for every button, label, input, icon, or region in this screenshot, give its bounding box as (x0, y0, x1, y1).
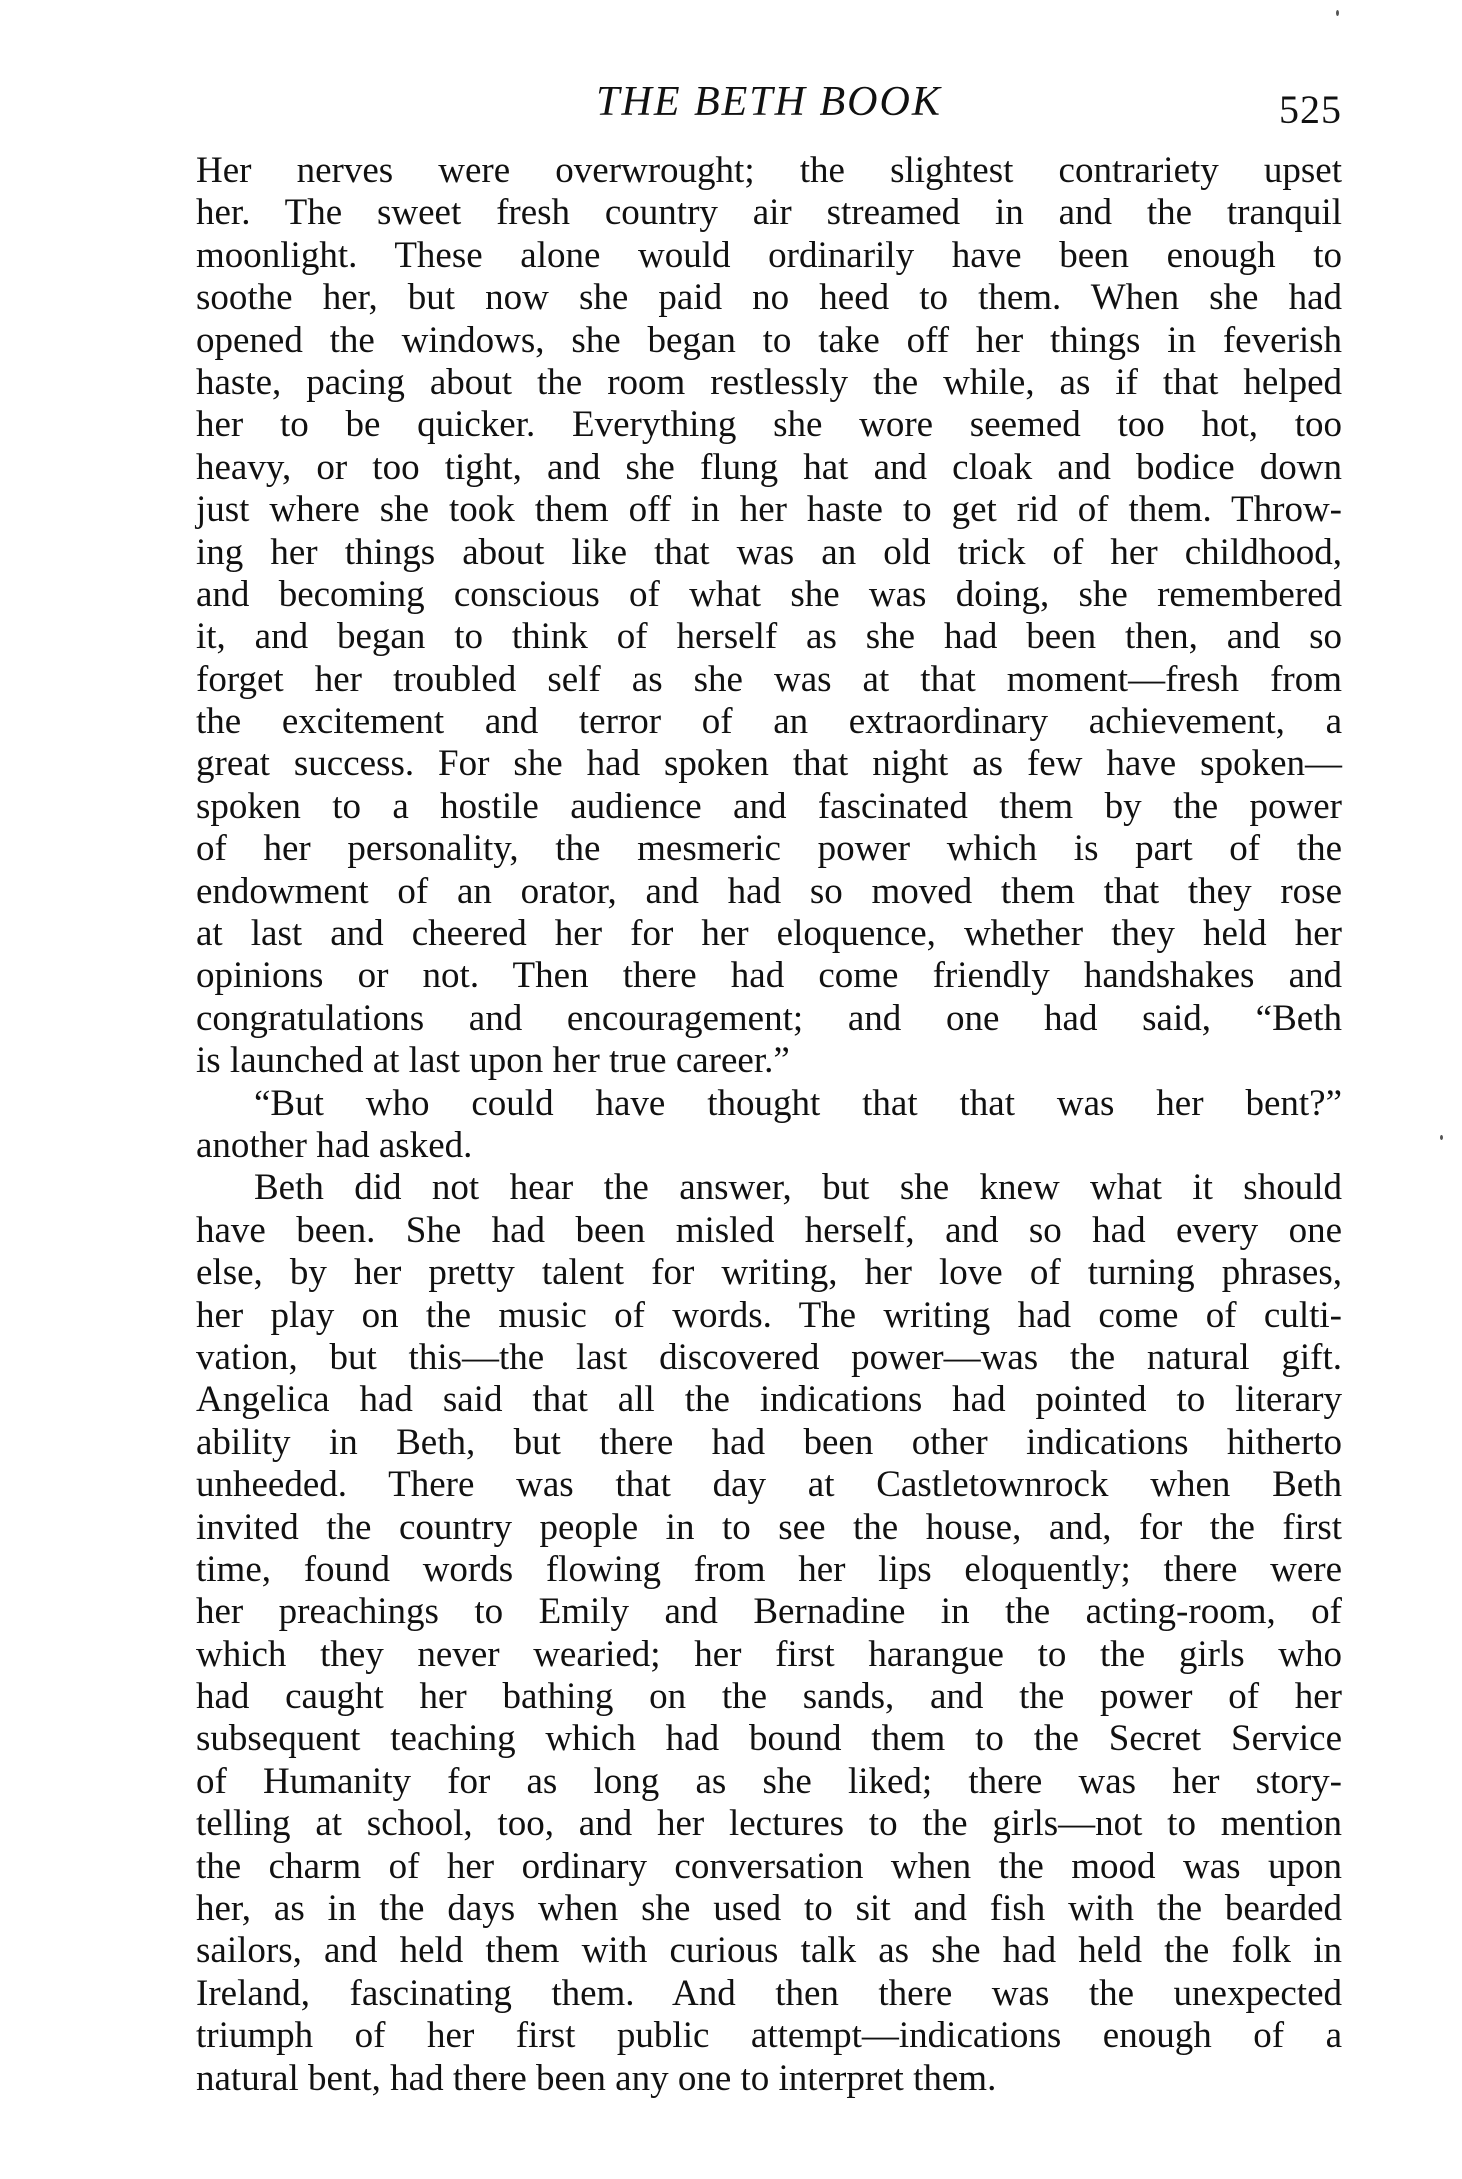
text-line: of Humanity for as long as she liked; there was her story- (196, 1760, 1342, 1802)
text-line: the charm of her ordinary conversation when the mood was upon (196, 1845, 1342, 1887)
paragraph (196, 1167, 1342, 2100)
text-line: vation, but this—the last discovered power—was the natural gift. (196, 1336, 1342, 1378)
text-line: her to be quicker. Everything she wore seemed too hot, too (196, 404, 1342, 446)
text-line: her play on the music of words. The writing had come of culti- (196, 1294, 1342, 1336)
page-number: 525 (1279, 87, 1342, 132)
text-line: unheeded. There was that day at Castletownrock when Beth (196, 1464, 1342, 1506)
text-line: invited the country people in to see the house, and, for the first (196, 1506, 1342, 1548)
text-line: opened the windows, she began to take off her things in feverish (196, 319, 1342, 361)
text-line: congratulations and encouragement; and one had said, “Beth (196, 997, 1342, 1039)
text-line: of her personality, the mesmeric power which is part of the (196, 828, 1342, 870)
text-line: natural bent, had there been any one to interpret them. (196, 2057, 997, 2099)
text-line: another had asked. (196, 1124, 473, 1166)
text-line: telling at school, too, and her lectures to the girls—not to mention (196, 1803, 1342, 1845)
paragraph (196, 1083, 1342, 1168)
text-line: her. The sweet fresh country air streamed in and the tranquil (196, 192, 1342, 234)
running-title: THE BETH BOOK (596, 79, 942, 125)
margin-speck (1336, 10, 1339, 16)
text-line: Angelica had said that all the indications had pointed to literary (196, 1379, 1342, 1421)
text-line: haste, pacing about the room restlessly the while, as if that helped (196, 361, 1342, 403)
text-line: triumph of her first public attempt—indications enough of a (196, 2015, 1342, 2057)
text-line: Beth did not hear the answer, but she knew what it should (254, 1167, 1342, 1209)
text-line: moonlight. These alone would ordinarily have been enough to (196, 234, 1342, 276)
text-line: which they never wearied; her first harangue to the girls who (196, 1633, 1342, 1675)
text-line: at last and cheered her for her eloquence, whether they held her (196, 913, 1342, 955)
text-line: endowment of an orator, and had so moved them that they rose (196, 870, 1342, 912)
text-line: soothe her, but now she paid no heed to them. When she had (196, 277, 1342, 319)
text-line: her preachings to Emily and Bernadine in the acting-room, of (196, 1591, 1342, 1633)
text-line: subsequent teaching which had bound them to the Secret Service (196, 1718, 1342, 1760)
text-line: the excitement and terror of an extraordinary achievement, a (196, 701, 1342, 743)
text-line: just where she took them off in her haste to get rid of them. Throw- (196, 489, 1342, 531)
text-line: is launched at last upon her true career.” (196, 1040, 790, 1082)
text-line: “But who could have thought that that was her bent?” (254, 1082, 1342, 1124)
text-line: forget her troubled self as she was at that moment—fresh from (196, 658, 1342, 700)
body-text (196, 150, 1342, 2100)
text-line: spoken to a hostile audience and fascinated them by the power (196, 785, 1342, 827)
text-line: time, found words flowing from her lips eloquently; there were (196, 1548, 1342, 1590)
text-line: ability in Beth, but there had been other indications hitherto (196, 1421, 1342, 1463)
text-line: great success. For she had spoken that night as few have spoken— (196, 743, 1342, 785)
text-line: and becoming conscious of what she was doing, she remembered (196, 573, 1342, 615)
text-line: else, by her pretty talent for writing, her love of turning phrases, (196, 1252, 1342, 1294)
text-line: Her nerves were overwrought; the slightest contrariety upset (196, 150, 1342, 191)
text-line: sailors, and held them with curious talk as she had held the folk in (196, 1930, 1342, 1972)
text-line: heavy, or too tight, and she flung hat and cloak and bodice down (196, 446, 1342, 488)
running-head (196, 72, 1342, 132)
text-line: Ireland, fascinating them. And then there was the unexpected (196, 1972, 1342, 2014)
text-line: have been. She had been misled herself, and so had every one (196, 1209, 1342, 1251)
text-line: ing her things about like that was an old trick of her childhood, (196, 531, 1342, 573)
text-line: opinions or not. Then there had come friendly handshakes and (196, 955, 1342, 997)
margin-speck (1440, 1135, 1443, 1140)
text-line: her, as in the days when she used to sit and fish with the bearded (196, 1888, 1342, 1930)
text-line: had caught her bathing on the sands, and the power of her (196, 1676, 1342, 1718)
text-line: it, and began to think of herself as she had been then, and so (196, 616, 1342, 658)
paragraph (196, 150, 1342, 1083)
